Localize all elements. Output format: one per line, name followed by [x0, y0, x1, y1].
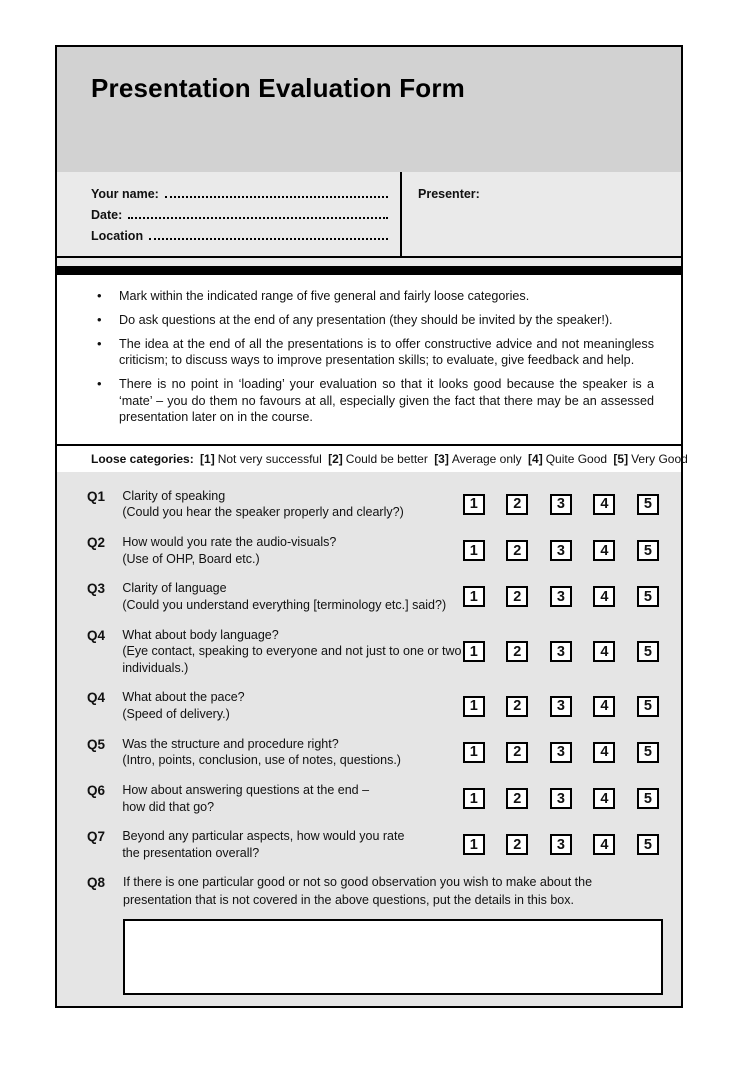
- question-row: [87, 580, 671, 613]
- rating-box-3[interactable]: 3: [550, 641, 572, 662]
- question-id: Q8: [87, 875, 106, 891]
- rating-box-1[interactable]: 1: [463, 540, 485, 561]
- question-row: [87, 627, 671, 677]
- attendee-fields: [57, 172, 400, 256]
- presenter-label: Presenter:: [418, 187, 480, 201]
- rating-box-3[interactable]: 3: [550, 696, 572, 717]
- rating-box-1[interactable]: 1: [463, 696, 485, 717]
- question-line2: the presentation overall?: [122, 845, 260, 860]
- rating-box-5[interactable]: 5: [637, 586, 659, 607]
- rating-scale: [463, 494, 659, 515]
- question-line1: Clarity of speaking: [122, 488, 226, 503]
- question-text: [122, 580, 462, 613]
- rating-box-3[interactable]: 3: [550, 742, 572, 763]
- instruction-text: There is no point in ‘loading’ your evaluation so that it looks good because the speaker is a ‘mate’ – you do them no favours at all, especially given the fact that there may be an assessed presentation later on in the course.: [119, 377, 654, 425]
- page-title: Presentation Evaluation Form: [91, 73, 466, 103]
- rating-box-2[interactable]: 2: [506, 641, 528, 662]
- question-line2: (Use of OHP, Board etc.): [122, 551, 260, 566]
- name-field-row: [91, 185, 388, 201]
- question-line2: (Could you hear the speaker properly and clearly?): [122, 505, 404, 520]
- rating-box-3[interactable]: 3: [550, 834, 572, 855]
- location-field-row: [91, 227, 388, 243]
- questions-list: [87, 488, 671, 862]
- question-line1: Clarity of language: [122, 581, 227, 596]
- question-id: Q4: [87, 627, 106, 643]
- evaluation-form: [55, 45, 688, 1008]
- rating-scale: [463, 742, 659, 763]
- categories-label: Loose categories:: [91, 451, 194, 466]
- question-text: [122, 488, 462, 521]
- instruction-item: [97, 336, 654, 369]
- rating-box-2[interactable]: 2: [506, 834, 528, 855]
- rating-box-2[interactable]: 2: [506, 696, 528, 717]
- rating-scale: [463, 641, 659, 662]
- question-line2: (Intro, points, conclusion, use of notes, questions.): [122, 753, 401, 768]
- rating-box-4[interactable]: 4: [593, 641, 615, 662]
- question-row: [87, 689, 671, 722]
- bullet-icon: •: [97, 311, 102, 327]
- name-label: Your name:: [91, 187, 159, 201]
- rating-box-5[interactable]: 5: [637, 641, 659, 662]
- question-row: [87, 736, 671, 769]
- question-line2: how did that go?: [122, 799, 215, 814]
- instruction-item: [97, 312, 654, 329]
- instruction-text: The idea at the end of all the presentations is to offer constructive advice and not meaningless criticism; to discuss ways to improve presentation skills; to evaluate, give feedback and help.: [119, 336, 654, 368]
- question-line1: How would you rate the audio-visuals?: [122, 535, 337, 550]
- instruction-item: [97, 288, 654, 305]
- question-text: [122, 828, 462, 861]
- location-label: Location: [91, 229, 144, 243]
- question-id: Q3: [87, 581, 106, 597]
- question-line2: (Eye contact, speaking to everyone and not just to one or two individuals.): [122, 644, 462, 675]
- question-text: [122, 689, 462, 722]
- rating-box-2[interactable]: 2: [506, 494, 528, 515]
- rating-scale: [463, 540, 659, 561]
- question-line1: Beyond any particular aspects, how would you rate: [122, 829, 405, 844]
- date-fill-line[interactable]: [128, 206, 388, 219]
- question-text: [122, 736, 462, 769]
- question-id: Q7: [87, 829, 106, 845]
- rating-box-5[interactable]: 5: [637, 834, 659, 855]
- identity-section: [57, 172, 681, 266]
- rating-box-2[interactable]: 2: [506, 540, 528, 561]
- instruction-text: Mark within the indicated range of five general and fairly loose categories.: [119, 289, 530, 303]
- question-row: [87, 828, 671, 861]
- fields-gap: [57, 258, 681, 266]
- question-line2: (Could you understand everything [terminology etc.] said?): [122, 597, 447, 612]
- category-num: [3]: [434, 451, 449, 466]
- rating-scale: [463, 834, 659, 855]
- rating-box-3[interactable]: 3: [550, 788, 572, 809]
- question-id: Q6: [87, 782, 106, 798]
- rating-box-1[interactable]: 1: [463, 586, 485, 607]
- rating-box-4[interactable]: 4: [593, 494, 615, 515]
- question-row: [87, 534, 671, 567]
- rating-box-1[interactable]: 1: [463, 788, 485, 809]
- rating-box-4[interactable]: 4: [593, 742, 615, 763]
- question-id: Q5: [87, 736, 106, 752]
- rating-box-1[interactable]: 1: [463, 641, 485, 662]
- rating-box-4[interactable]: 4: [593, 586, 615, 607]
- rating-box-3[interactable]: 3: [550, 494, 572, 515]
- category-text: Quite Good: [545, 451, 608, 466]
- rating-box-4[interactable]: 4: [593, 788, 615, 809]
- rating-box-2[interactable]: 2: [506, 742, 528, 763]
- question-text: [122, 627, 462, 677]
- instruction-text: Do ask questions at the end of any presentation (they should be invited by the speaker!).: [119, 312, 613, 327]
- presenter-field: [400, 172, 681, 256]
- question-id: Q4: [87, 690, 106, 706]
- rating-box-1[interactable]: 1: [463, 494, 485, 515]
- rating-box-5[interactable]: 5: [637, 742, 659, 763]
- date-label: Date:: [91, 208, 123, 222]
- instruction-item: [97, 376, 654, 426]
- categories-legend: [57, 444, 688, 472]
- rating-box-4[interactable]: 4: [593, 696, 615, 717]
- section-divider-bar: [57, 266, 681, 275]
- question-text: If there is one particular good or not so good observation you wish to make about the presentation that is not covered in the above questions, put the details in this box.: [123, 875, 593, 907]
- category-text: Average only: [451, 451, 522, 466]
- question-line1: Was the structure and procedure right?: [122, 736, 339, 751]
- question-line2: (Speed of delivery.): [122, 707, 230, 722]
- rating-box-4[interactable]: 4: [593, 540, 615, 561]
- rating-scale: [463, 696, 659, 717]
- rating-box-2[interactable]: 2: [506, 788, 528, 809]
- question-row-q8: [87, 874, 671, 909]
- bullet-icon: •: [97, 288, 102, 303]
- date-field-row: [91, 206, 388, 222]
- comments-box[interactable]: [123, 919, 663, 995]
- rating-box-1[interactable]: 1: [463, 834, 485, 855]
- question-line1: What about the pace?: [122, 690, 245, 705]
- question-line1: What about body language?: [122, 627, 279, 642]
- rating-box-2[interactable]: 2: [506, 586, 528, 607]
- category-text: Could be better: [345, 451, 428, 466]
- rating-box-3[interactable]: 3: [550, 540, 572, 561]
- name-fill-line[interactable]: [165, 185, 388, 198]
- location-fill-line[interactable]: [149, 227, 388, 240]
- rating-box-4[interactable]: 4: [593, 834, 615, 855]
- bullet-icon: •: [97, 335, 102, 351]
- rating-box-5[interactable]: 5: [637, 788, 659, 809]
- rating-box-1[interactable]: 1: [463, 742, 485, 763]
- category-num: [5]: [613, 451, 629, 466]
- category-num: [2]: [328, 451, 343, 466]
- instructions-section: [57, 275, 681, 444]
- rating-box-5[interactable]: 5: [637, 696, 659, 717]
- rating-scale: [463, 586, 659, 607]
- form-header: [57, 47, 681, 172]
- question-id: Q1: [87, 488, 106, 504]
- rating-box-5[interactable]: 5: [637, 494, 659, 515]
- category-num: [1]: [200, 451, 215, 466]
- question-id: Q2: [87, 535, 106, 551]
- bullet-icon: •: [97, 376, 102, 391]
- category-text: Very Good: [631, 451, 688, 466]
- question-line1: How about answering questions at the end –: [122, 782, 370, 797]
- category-num: [4]: [528, 451, 543, 466]
- category-text: Not very successful: [217, 451, 322, 466]
- rating-box-5[interactable]: 5: [637, 540, 659, 561]
- question-text: [122, 782, 462, 815]
- question-row: [87, 782, 671, 815]
- question-text: [122, 534, 462, 567]
- rating-box-3[interactable]: 3: [550, 586, 572, 607]
- questions-section: [57, 472, 681, 1006]
- question-row: [87, 488, 671, 521]
- rating-scale: [463, 788, 659, 809]
